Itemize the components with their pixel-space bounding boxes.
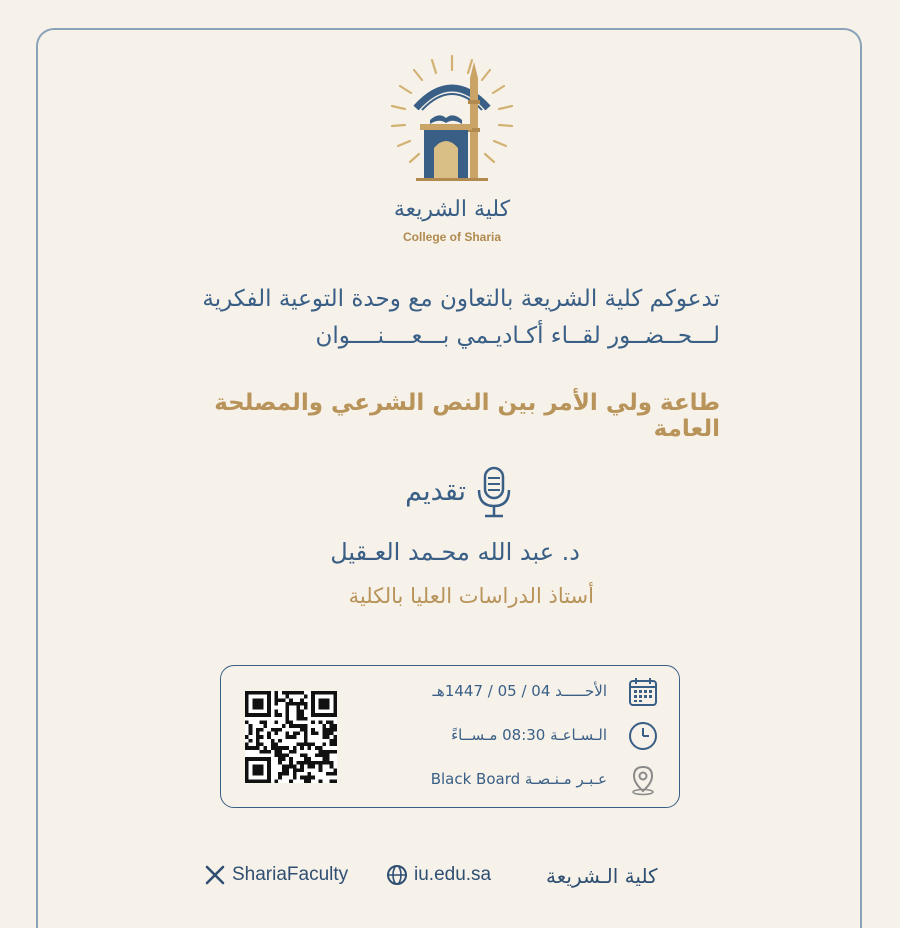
invitation-line-1: تدعوكم كلية الشريعة بالتعاون مع وحدة التوعية الفكرية: [202, 286, 720, 312]
college-logo: [384, 48, 520, 248]
time-row: [329, 720, 659, 754]
event-date: الأحـــــد 04 / 05 / 1447هـ: [432, 682, 607, 700]
event-details-box: [220, 665, 680, 808]
date-row: [329, 676, 659, 710]
qr-code-icon[interactable]: [245, 691, 337, 783]
presenter-heading: [380, 466, 520, 522]
event-platform: عـبـر مـنـصـة Black Board: [430, 770, 607, 788]
clock-icon: [627, 720, 659, 752]
svg-text:كلية الشريعة: كلية الشريعة: [393, 197, 511, 222]
presenter-label: تقديم: [405, 476, 466, 507]
twitter-handle[interactable]: [204, 864, 348, 894]
calendar-icon: [627, 676, 659, 708]
college-name-footer: كلية الـشريعة: [546, 864, 658, 888]
event-time: الـسـاعـة 08:30 مـســاءً: [451, 726, 607, 744]
website-text: iu.edu.sa: [414, 864, 492, 885]
college-emblem-icon: [384, 48, 520, 228]
college-name-en: College of Sharia: [402, 230, 502, 244]
twitter-handle-text: ShariaFaculty: [232, 864, 349, 885]
location-pin-icon: [627, 764, 659, 796]
presenter-title: أستاذ الدراسات العليا بالكلية: [348, 584, 594, 608]
lecture-topic: طاعة ولي الأمر بين النص الشرعي والمصلحة العامة: [214, 390, 720, 442]
invitation-line-2: لـــحــضــور لقــاء أكـاديـمي بـــعــــنــــوان: [315, 323, 720, 349]
website-link[interactable]: [386, 864, 491, 894]
x-twitter-icon: [204, 864, 226, 886]
presenter-name: د. عبد الله محـمد العـقيل: [330, 538, 580, 566]
microphone-icon: [476, 466, 512, 520]
globe-icon: [386, 864, 408, 886]
platform-row: [329, 764, 659, 798]
